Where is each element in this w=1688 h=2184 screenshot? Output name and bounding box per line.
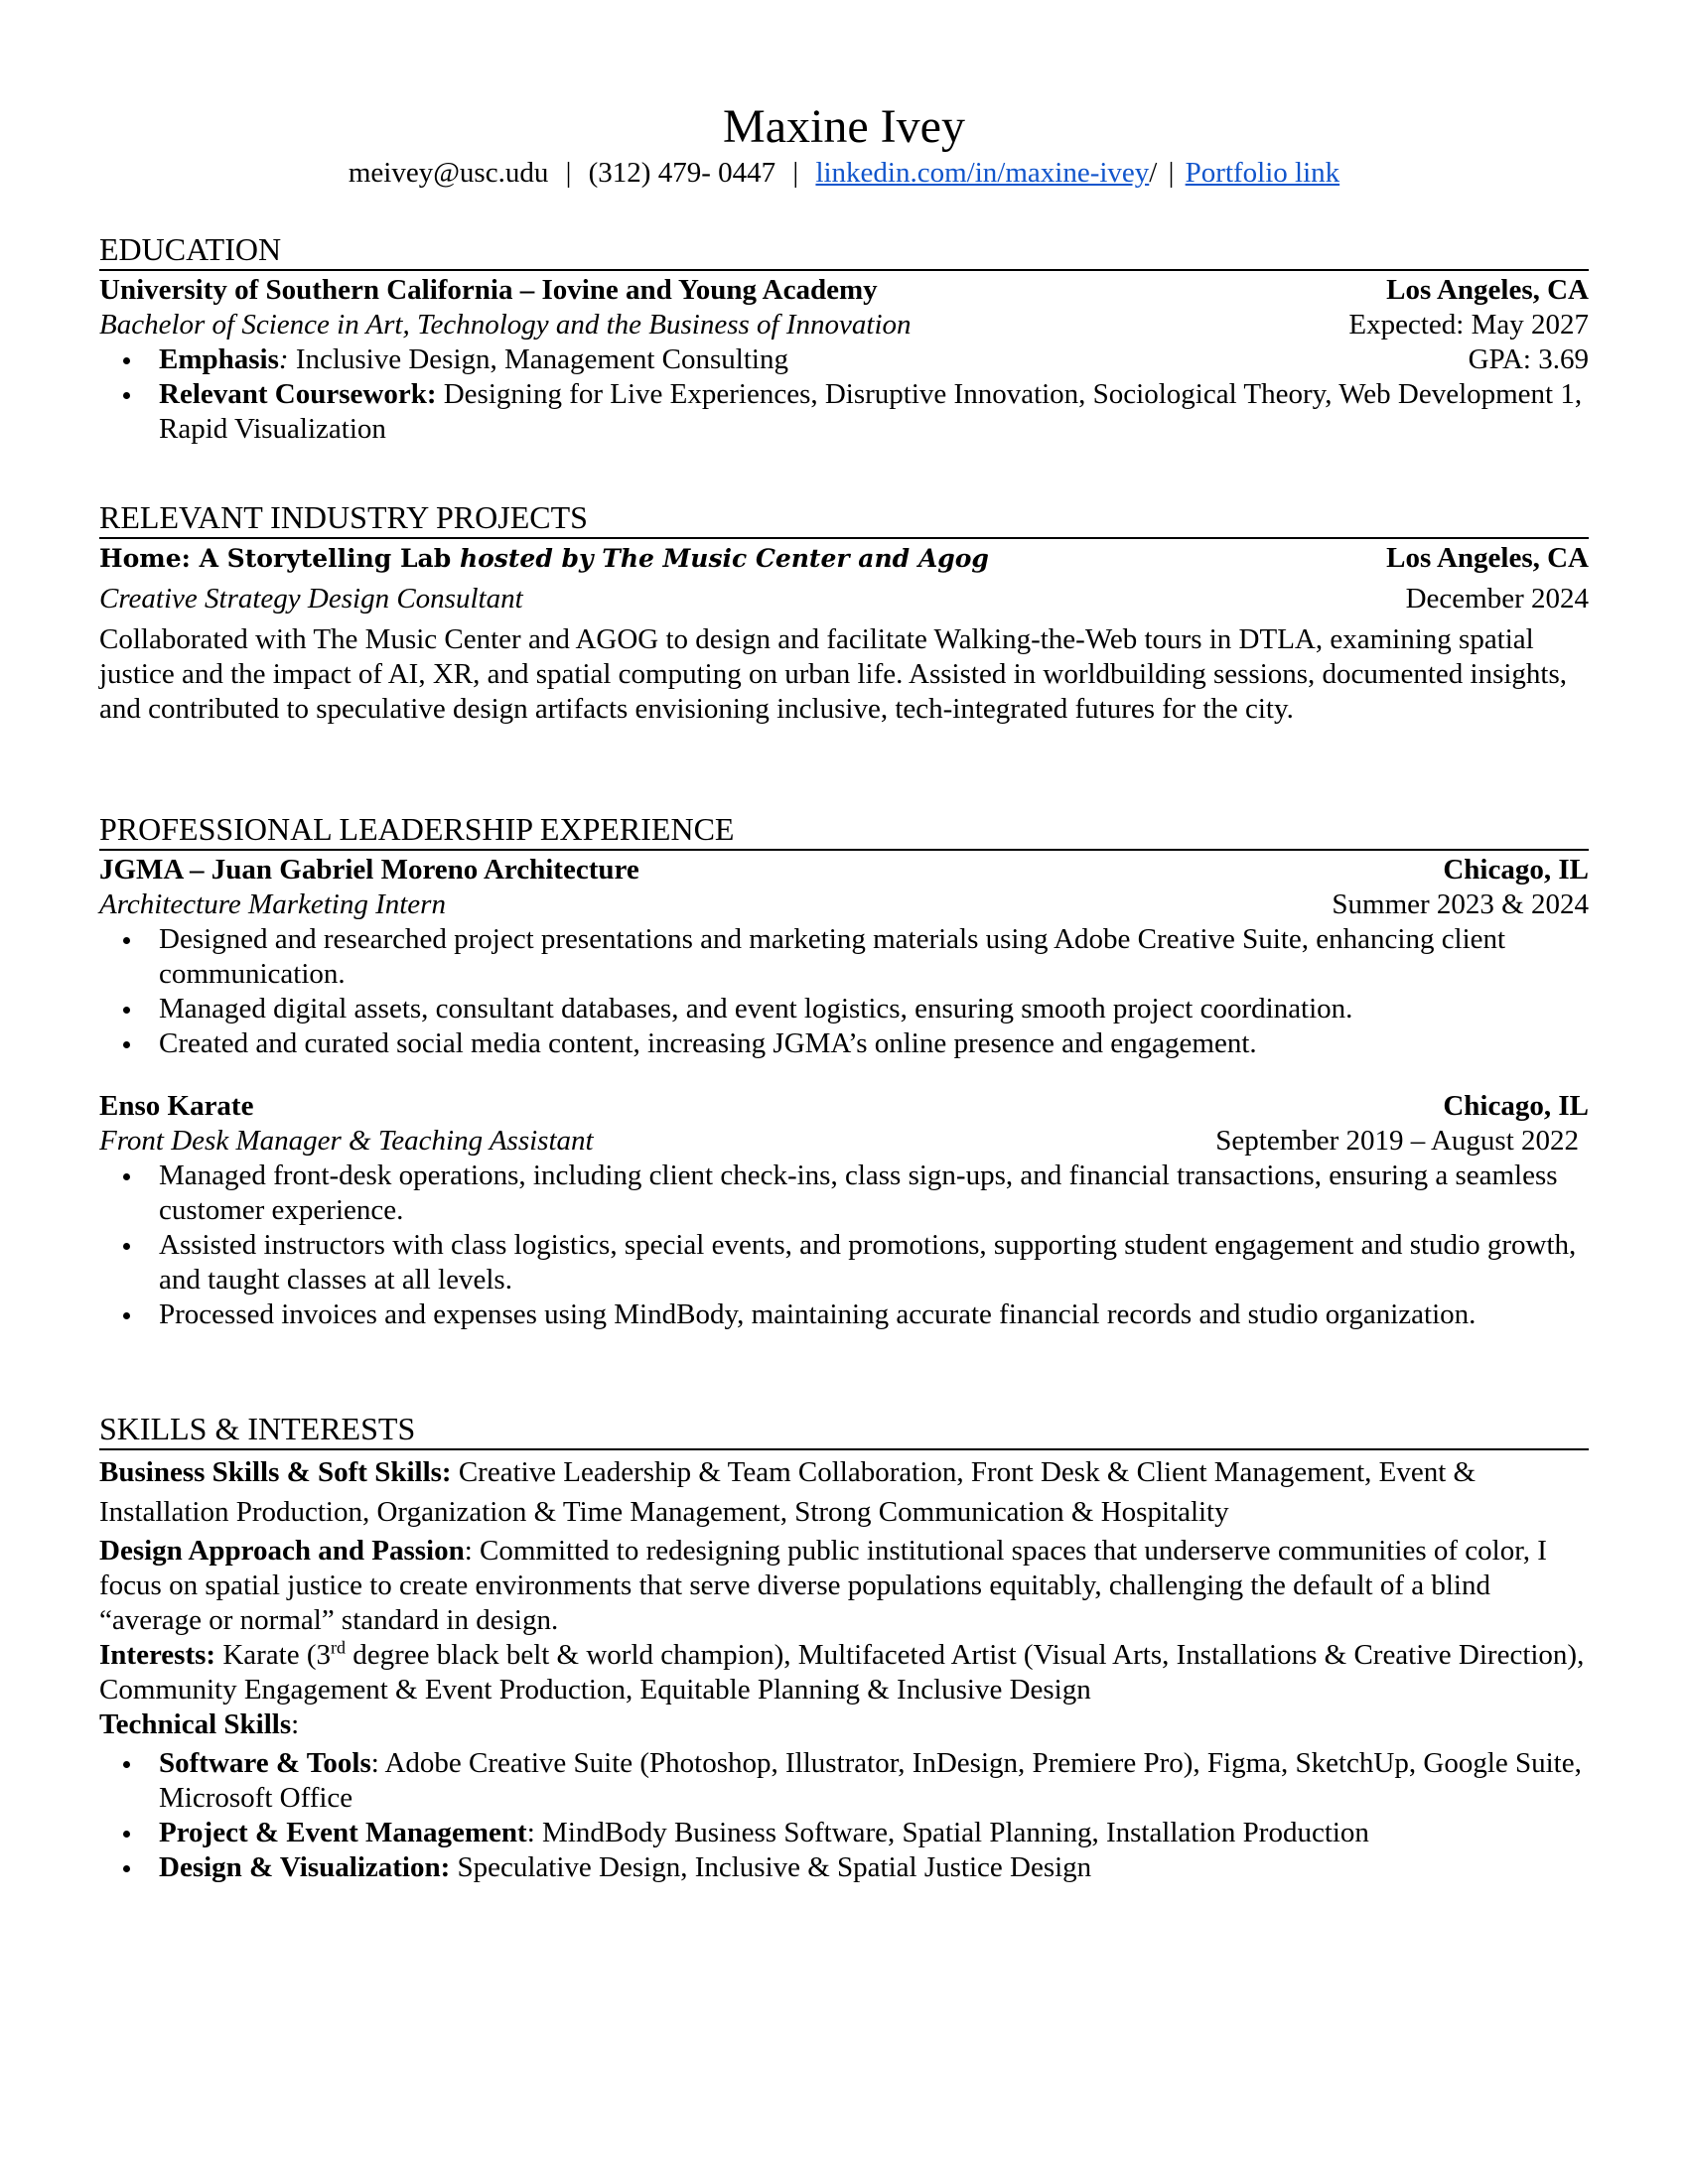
project-host: hosted by The Music Center and Agog: [459, 544, 989, 573]
design-approach-text: Committed to redesigning public institutional spaces that underserve communities of color, I focus on spatial justice to create environments that serve diverse populations equitably, challenging the default of a blind “average or normal” standard in design.: [99, 1535, 1547, 1636]
interests-label: Interests:: [99, 1639, 216, 1671]
technical-skills-heading: [99, 1707, 1589, 1742]
education-section: [99, 230, 1589, 447]
job-date: Summer 2023 & 2024: [1332, 888, 1589, 920]
job-bullets: [99, 922, 1589, 1061]
list-item: Assisted instructors with class logistics, special events, and promotions, supporting student engagement and studio growth, and taught classes at all levels.: [159, 1228, 1589, 1297]
job-location: Chicago, IL: [1443, 854, 1589, 886]
coursework-label: Relevant Coursework:: [159, 378, 437, 410]
technical-label: Project & Event Management: [159, 1817, 527, 1848]
business-skills-text: Creative Leadership & Team Collaboration, Front Desk & Client Management, Event & Installation Production, Organization & Time Management, Strong Communication & Hospitality: [99, 1456, 1477, 1528]
job-role-row: [99, 1124, 1589, 1159]
job-location: Chicago, IL: [1443, 1090, 1589, 1122]
design-approach: [99, 1534, 1589, 1638]
technical-skills-list: [99, 1746, 1589, 1885]
design-approach-label: Design Approach and Passion: [99, 1535, 465, 1567]
section-title: SKILLS & INTERESTS: [99, 1410, 1589, 1450]
job-role: Architecture Marketing Intern: [99, 888, 446, 920]
interests: [99, 1638, 1589, 1707]
emphasis-value: Inclusive Design, Management Consulting: [288, 343, 788, 375]
projects-section: [99, 498, 1589, 727]
job-org: Enso Karate: [99, 1090, 254, 1122]
email: meivey@usc.udu: [348, 157, 549, 189]
project-title: [99, 541, 989, 576]
project-header-row: [99, 541, 1589, 576]
job-header-row: [99, 853, 1589, 887]
interests-post: degree black belt & world champion), Multifaceted Artist (Visual Arts, Installations & Creative Direction), Community Engagement & Event Production, Equitable Planning & Inclusive Design: [99, 1639, 1585, 1706]
skills-section: [99, 1410, 1589, 1885]
project-date: December 2024: [1405, 583, 1589, 614]
list-item: [159, 377, 1589, 447]
list-item: Managed front-desk operations, including client check-ins, class sign-ups, and financial transactions, ensuring a seamless customer experience.: [159, 1159, 1589, 1228]
linkedin-trail: /: [1149, 157, 1158, 189]
portfolio-link[interactable]: Portfolio link: [1185, 157, 1340, 189]
interests-pre: Karate (3: [215, 1639, 331, 1671]
technical-colon: :: [526, 1817, 535, 1848]
section-title: PROFESSIONAL LEADERSHIP EXPERIENCE: [99, 810, 1589, 851]
business-skills-label: Business Skills & Soft Skills:: [99, 1456, 452, 1488]
job-header-row: [99, 1089, 1589, 1124]
technical-label: Software & Tools: [159, 1747, 371, 1779]
contact-line: [99, 155, 1589, 191]
technical-skills-label: Technical Skills: [99, 1708, 292, 1740]
project-org: Home: A Storytelling Lab: [99, 544, 460, 573]
technical-text: Adobe Creative Suite (Photoshop, Illustrator, InDesign, Premiere Pro), Figma, SketchUp, Google Suite, Microsoft Office: [159, 1747, 1582, 1814]
list-item: [159, 1850, 1589, 1885]
emphasis-row: [159, 342, 1589, 377]
expected-date: Expected: May 2027: [1348, 309, 1589, 341]
section-title: EDUCATION: [99, 230, 1589, 271]
separator: |: [1168, 157, 1175, 189]
job-entry: [99, 853, 1589, 1061]
school-name: University of Southern California – Iovine and Young Academy: [99, 274, 878, 306]
coursework-text: Designing for Live Experiences, Disruptive Innovation, Sociological Theory, Web Development 1, Rapid Visualization: [159, 378, 1583, 445]
list-item: [159, 342, 1589, 377]
list-item: Managed digital assets, consultant databases, and event logistics, ensuring smooth project coordination.: [159, 992, 1589, 1026]
separator: |: [565, 157, 572, 189]
emphasis-text: [159, 342, 788, 377]
list-item: Designed and researched project presentations and marketing materials using Adobe Creative Suite, enhancing client communication.: [159, 922, 1589, 992]
job-bullets: [99, 1159, 1589, 1332]
phone: (312) 479- 0447: [588, 157, 776, 189]
job-entry: [99, 1089, 1589, 1332]
list-item: [159, 1746, 1589, 1816]
emphasis-label: Emphasis: [159, 343, 279, 375]
technical-colon: :: [370, 1747, 379, 1779]
job-date: September 2019 – August 2022: [1215, 1125, 1579, 1157]
interests-sup: rd: [331, 1637, 346, 1658]
section-title: RELEVANT INDUSTRY PROJECTS: [99, 498, 1589, 539]
education-bullets: [99, 342, 1589, 447]
design-approach-colon: :: [464, 1535, 473, 1567]
job-role: Front Desk Manager & Teaching Assistant: [99, 1125, 594, 1157]
technical-text: MindBody Business Software, Spatial Planning, Installation Production: [534, 1817, 1369, 1848]
project-description: Collaborated with The Music Center and AGOG to design and facilitate Walking-the-Web tours in DTLA, examining spatial justice and the impact of AI, XR, and spatial computing on urban life. Assisted in worldbuilding sessions, documented insights, and contributed to speculative design artifacts envisioning inclusive, tech-integrated futures for the city.: [99, 623, 1568, 725]
technical-text: Speculative Design, Inclusive & Spatial Justice Design: [450, 1851, 1092, 1883]
school-location: Los Angeles, CA: [1386, 274, 1589, 306]
degree-row: [99, 308, 1589, 342]
job-role-row: [99, 887, 1589, 922]
emphasis-colon: :: [278, 343, 289, 375]
education-header-row: [99, 273, 1589, 308]
technical-skills-colon: :: [291, 1708, 300, 1740]
project-role: Creative Strategy Design Consultant: [99, 583, 523, 614]
technical-label: Design & Visualization:: [159, 1851, 451, 1883]
linkedin-link[interactable]: linkedin.com/in/maxine-ivey: [815, 157, 1150, 189]
business-skills: [99, 1452, 1589, 1532]
experience-section: [99, 810, 1589, 1332]
job-org: JGMA – Juan Gabriel Moreno Architecture: [99, 854, 639, 886]
resume-name: Maxine Ivey: [723, 100, 965, 153]
project-location: Los Angeles, CA: [1386, 542, 1589, 574]
gpa: GPA: 3.69: [1468, 343, 1589, 375]
project-role-row: [99, 582, 1589, 616]
separator: |: [792, 157, 799, 189]
list-item: Created and curated social media content, increasing JGMA’s online presence and engagement.: [159, 1026, 1589, 1061]
list-item: [159, 1816, 1589, 1850]
list-item: Processed invoices and expenses using MindBody, maintaining accurate financial records and studio organization.: [159, 1297, 1589, 1332]
degree: Bachelor of Science in Art, Technology and the Business of Innovation: [99, 309, 912, 341]
